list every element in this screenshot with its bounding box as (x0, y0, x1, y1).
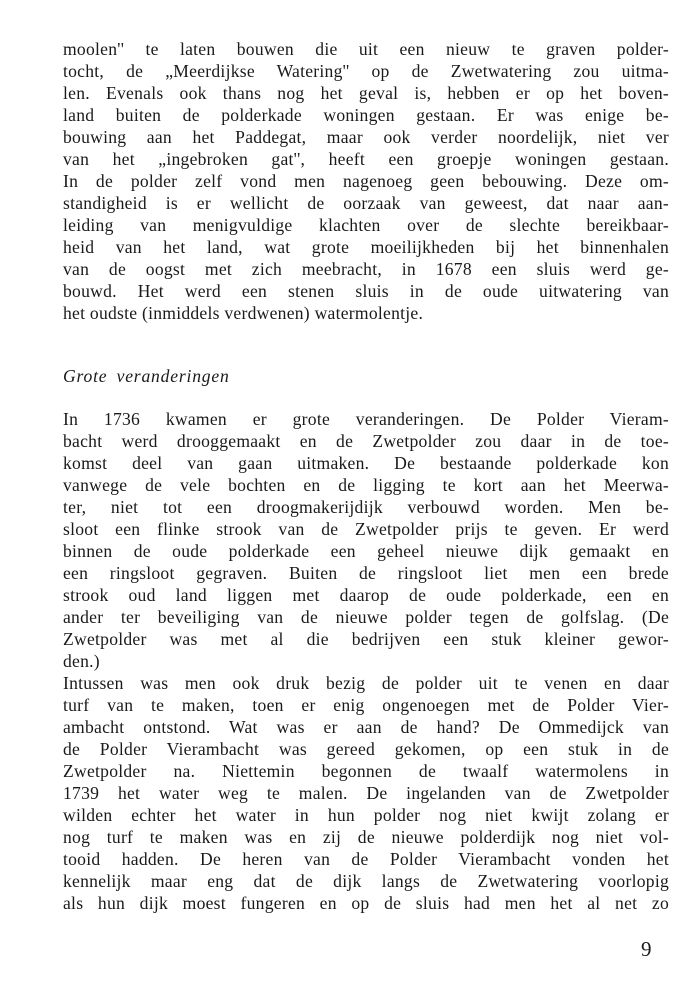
text-line: land buiten de polderkade woningen gestaan. Er was enige be- (63, 105, 669, 125)
text-line: als hun dijk moest fungeren en op de sluis had men het al net zo (63, 893, 669, 913)
text-line: tooid hadden. De heren van de Polder Vierambacht vonden het (63, 849, 669, 869)
text-line: turf van te maken, toen er enig ongenoegen met de Polder Vier- (63, 695, 669, 715)
text-line: nog turf te maken was en zij de nieuwe polderdijk nog niet vol- (63, 827, 669, 847)
text-line: 1739 het water weg te malen. De ingelanden van de Zwetpolder (63, 783, 669, 803)
text-line: wilden echter het water in hun polder nog niet kwijt zolang er (63, 805, 669, 825)
text-line: ambacht ontstond. Wat was er aan de hand? De Ommedijck van (63, 717, 669, 737)
text-line: Zwetpolder na. Niettemin begonnen de twaalf watermolens in (63, 761, 669, 781)
text-line: van de oogst met zich meebracht, in 1678 een sluis werd ge- (63, 259, 669, 279)
text-line: strook oud land liggen met daarop de oude polderkade, een en (63, 585, 669, 605)
text-line: leiding van menigvuldige klachten over de slechte bereikbaar- (63, 215, 669, 235)
text-line: moolen'' te laten bouwen die uit een nieuw te graven polder- (63, 39, 669, 59)
text-line: ander ter beveiliging van de nieuwe polder tegen de golfslag. (De (63, 607, 669, 627)
text-line: bouwing aan het Paddegat, maar ook verder noordelijk, niet ver (63, 127, 669, 147)
text-line: ter, niet tot een droogmakerijdijk verbouwd worden. Men be- (63, 497, 669, 517)
text-line: standigheid is er wellicht de oorzaak van geweest, dat naar aan- (63, 193, 669, 213)
text-line: len. Evenals ook thans nog het geval is, hebben er op het boven- (63, 83, 669, 103)
page-number: 9 (641, 937, 652, 961)
text-line: het oudste (inmiddels verdwenen) watermolentje. (63, 303, 424, 323)
text-line: binnen de oude polderkade een geheel nieuwe dijk gemaakt en (63, 541, 669, 561)
text-line: vanwege de vele bochten en de ligging te kort aan het Meerwa- (63, 475, 669, 495)
text-line: In 1736 kwamen er grote veranderingen. De Polder Vieram- (63, 409, 669, 429)
text-line: bouwd. Het werd een stenen sluis in de oude uitwatering van (63, 281, 669, 301)
text-line: de Polder Vierambacht was gereed gekomen, op een stuk in de (63, 739, 669, 759)
text-line: tocht, de „Meerdijkse Watering'' op de Zwetwatering zou uitma- (63, 61, 669, 81)
text-line: kennelijk maar eng dat de dijk langs de Zwetwatering voorlopig (63, 871, 669, 891)
text-line: bacht werd drooggemaakt en de Zwetpolder zou daar in de toe- (63, 431, 669, 451)
text-line: komst deel van gaan uitmaken. De bestaande polderkade kon (63, 453, 669, 473)
text-line: den.) (63, 651, 100, 671)
text-line: een ringsloot gegraven. Buiten de ringsloot liet men een brede (63, 563, 669, 583)
text-line: Intussen was men ook druk bezig de polder uit te venen en daar (63, 673, 669, 693)
text-line: heid van het land, wat grote moeilijkheden bij het binnenhalen (63, 237, 669, 257)
text-line: Zwetpolder was met al die bedrijven een stuk kleiner gewor- (63, 629, 669, 649)
text-line: van het „ingebroken gat'', heeft een groepje woningen gestaan. (63, 149, 669, 169)
section-heading: Grote veranderingen (63, 366, 230, 386)
text-line: In de polder zelf vond men nagenoeg geen bebouwing. Deze om- (63, 171, 669, 191)
text-line: sloot een flinke strook van de Zwetpolder prijs te geven. Er werd (63, 519, 669, 539)
